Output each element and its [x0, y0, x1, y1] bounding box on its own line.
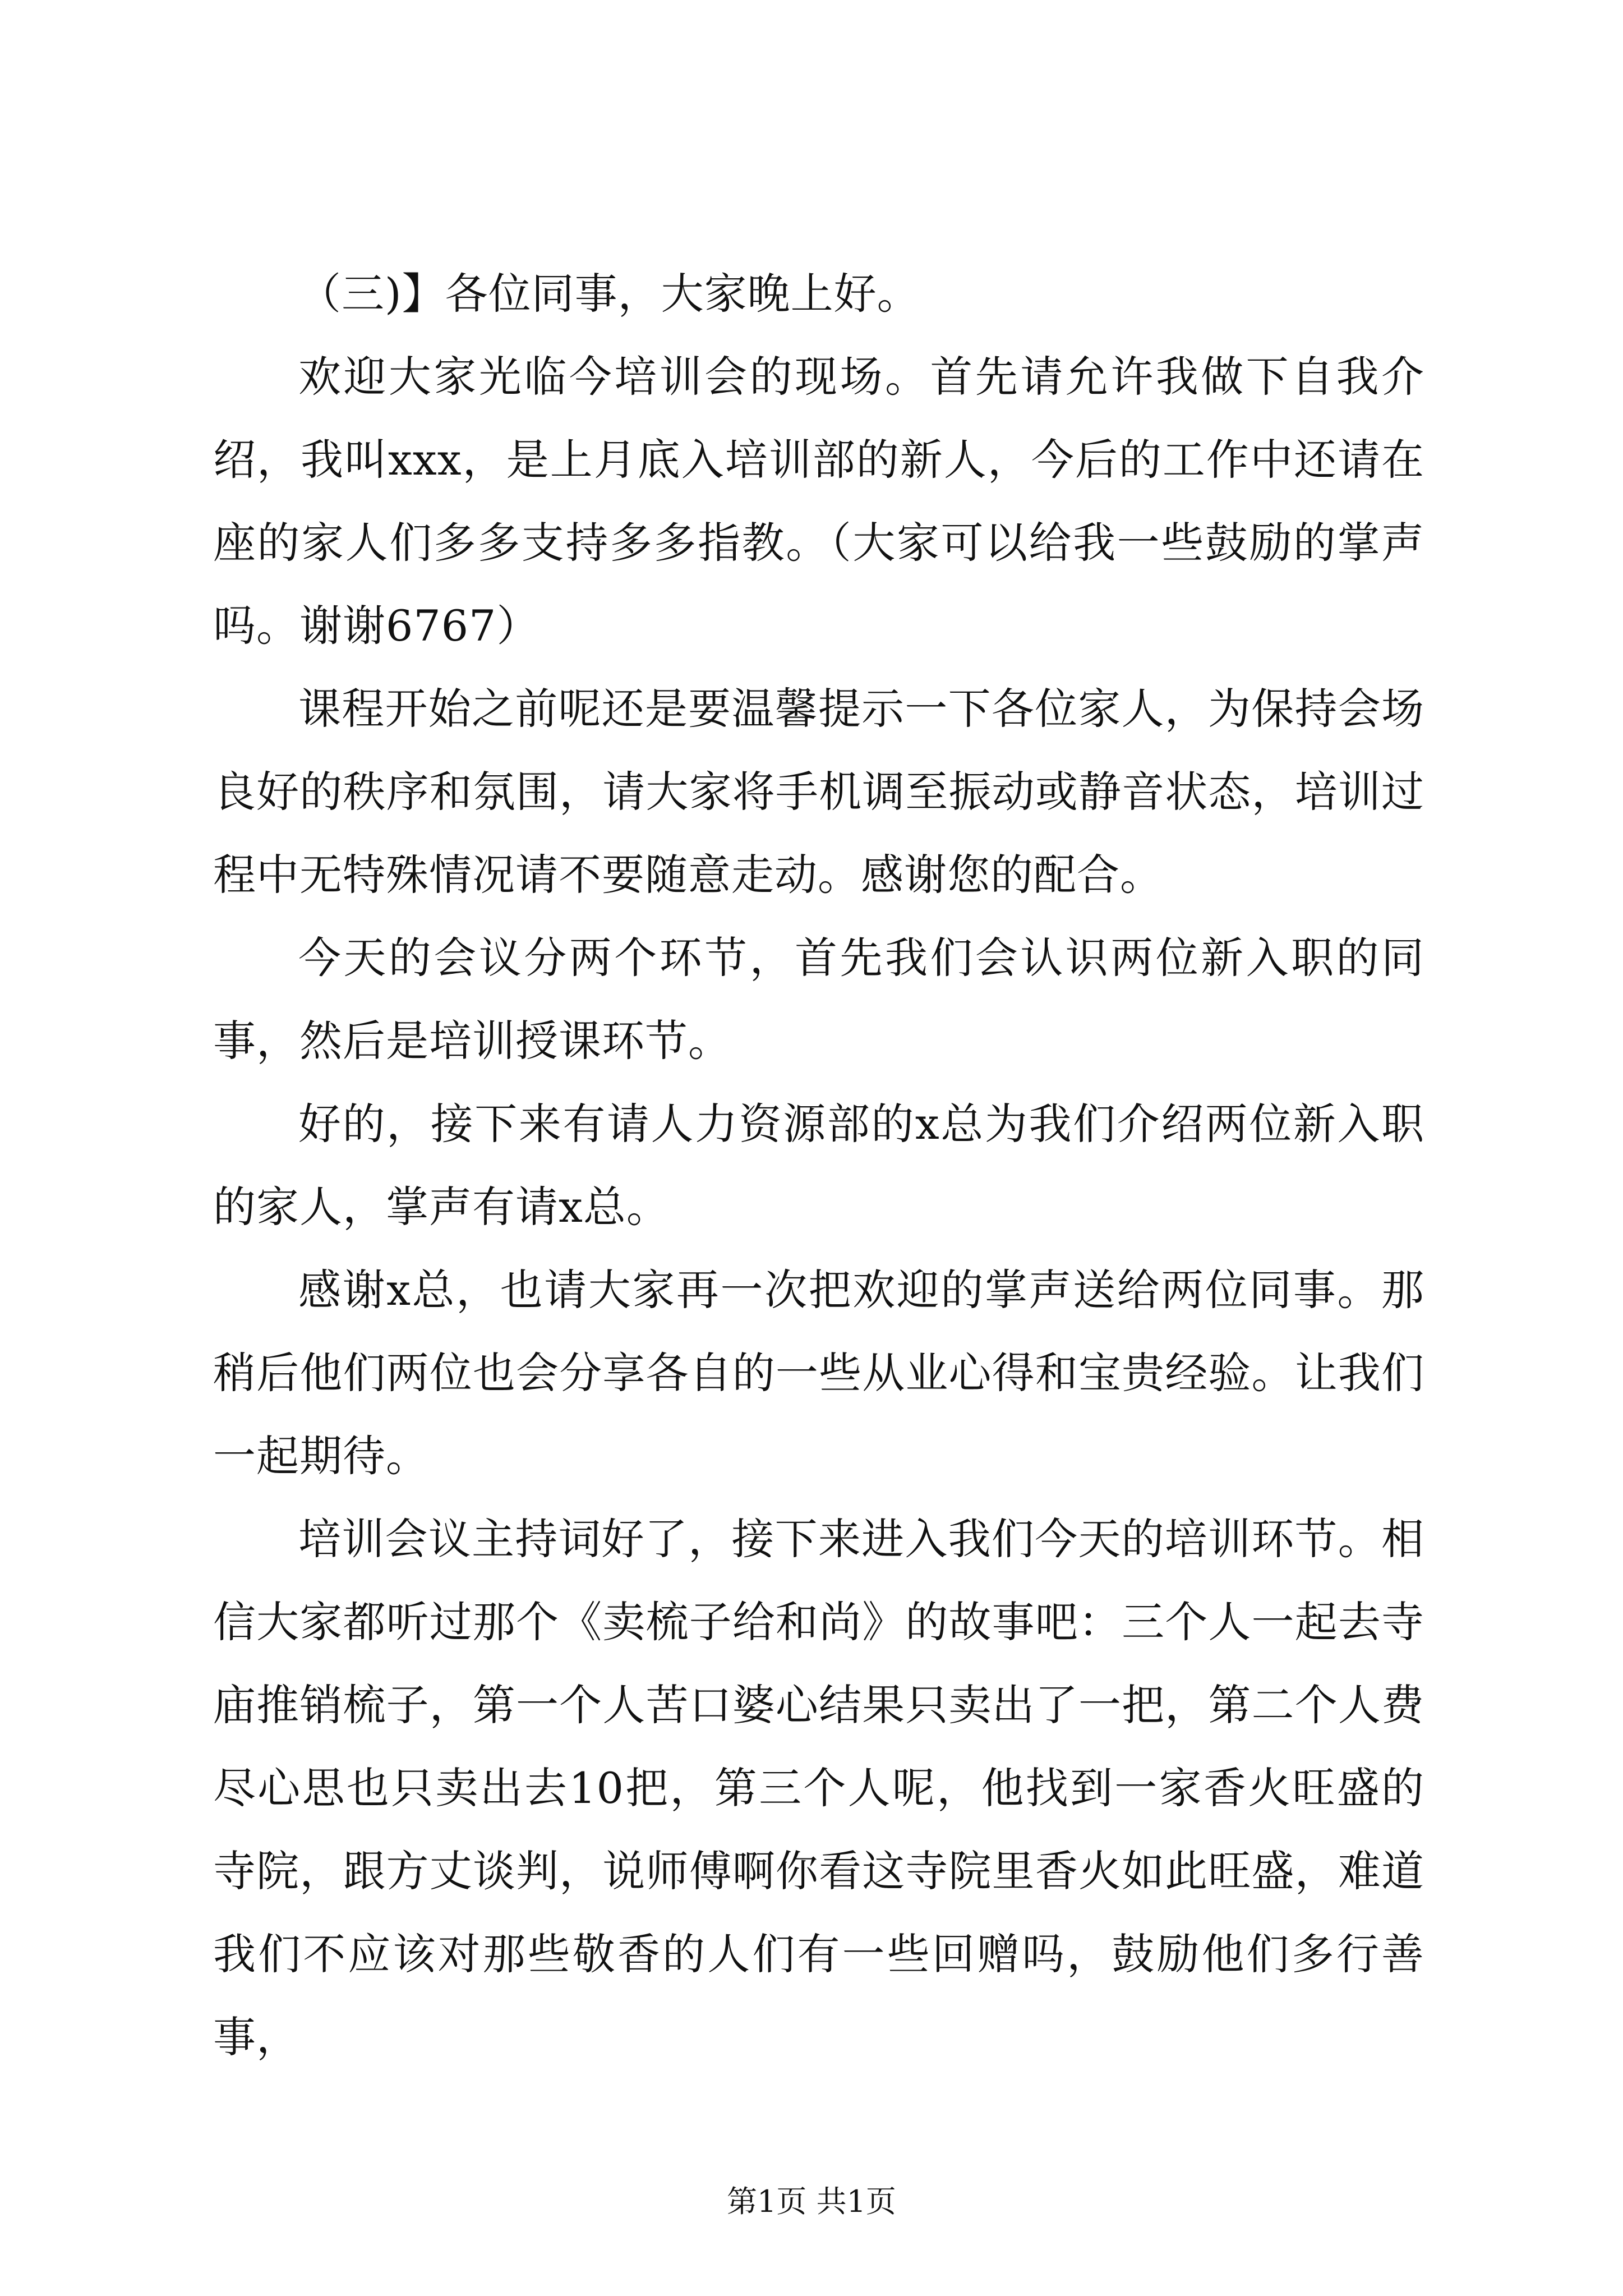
paragraph-story: 培训会议主持词好了，接下来进入我们今天的培训环节。相信大家都听过那个《卖梳子给和尚》的故事吧：三个人一起去寺庙推销梳子，第一个人苦口婆心结果只卖出了一把，第二个人费尽心思也只卖出去10把，第三个人呢，他找到一家香火旺盛的寺院，跟方丈谈判，说师傅啊你看这寺院里香火如此旺盛，难道我们不应该对那些敬香的人们有一些回赠吗，鼓励他们多行善事，	[213, 1514, 1424, 2062]
paragraph-hr-introduction: 好的，接下来有请人力资源部的x总为我们介绍两位新入职的家人，掌声有请x总。	[213, 1099, 1424, 1232]
paragraph-greeting: （三)】各位同事，大家晚上好。	[298, 269, 920, 319]
paragraph-agenda: 今天的会议分两个环节，首先我们会认识两位新入职的同事，然后是培训授课环节。	[213, 933, 1424, 1066]
page-number-footer: 第1页 共1页	[727, 2184, 896, 2219]
paragraph-self-introduction: 欢迎大家光临今培训会的现场。首先请允许我做下自我介绍，我叫xxx，是上月底入培训部的新人，今后的工作中还请在座的家人们多多支持多多指教。（大家可以给我一些鼓励的掌声吗。谢谢6767）	[213, 352, 1424, 651]
document-body	[213, 252, 1424, 2079]
paragraph-thanks: 感谢x总，也请大家再一次把欢迎的掌声送给两位同事。那稍后他们两位也会分享各自的一些从业心得和宝贵经验。让我们一起期待。	[213, 1265, 1424, 1481]
paragraph-reminder: 课程开始之前呢还是要温馨提示一下各位家人，为保持会场良好的秩序和氛围，请大家将手机调至振动或静音状态，培训过程中无特殊情况请不要随意走动。感谢您的配合。	[213, 684, 1424, 900]
